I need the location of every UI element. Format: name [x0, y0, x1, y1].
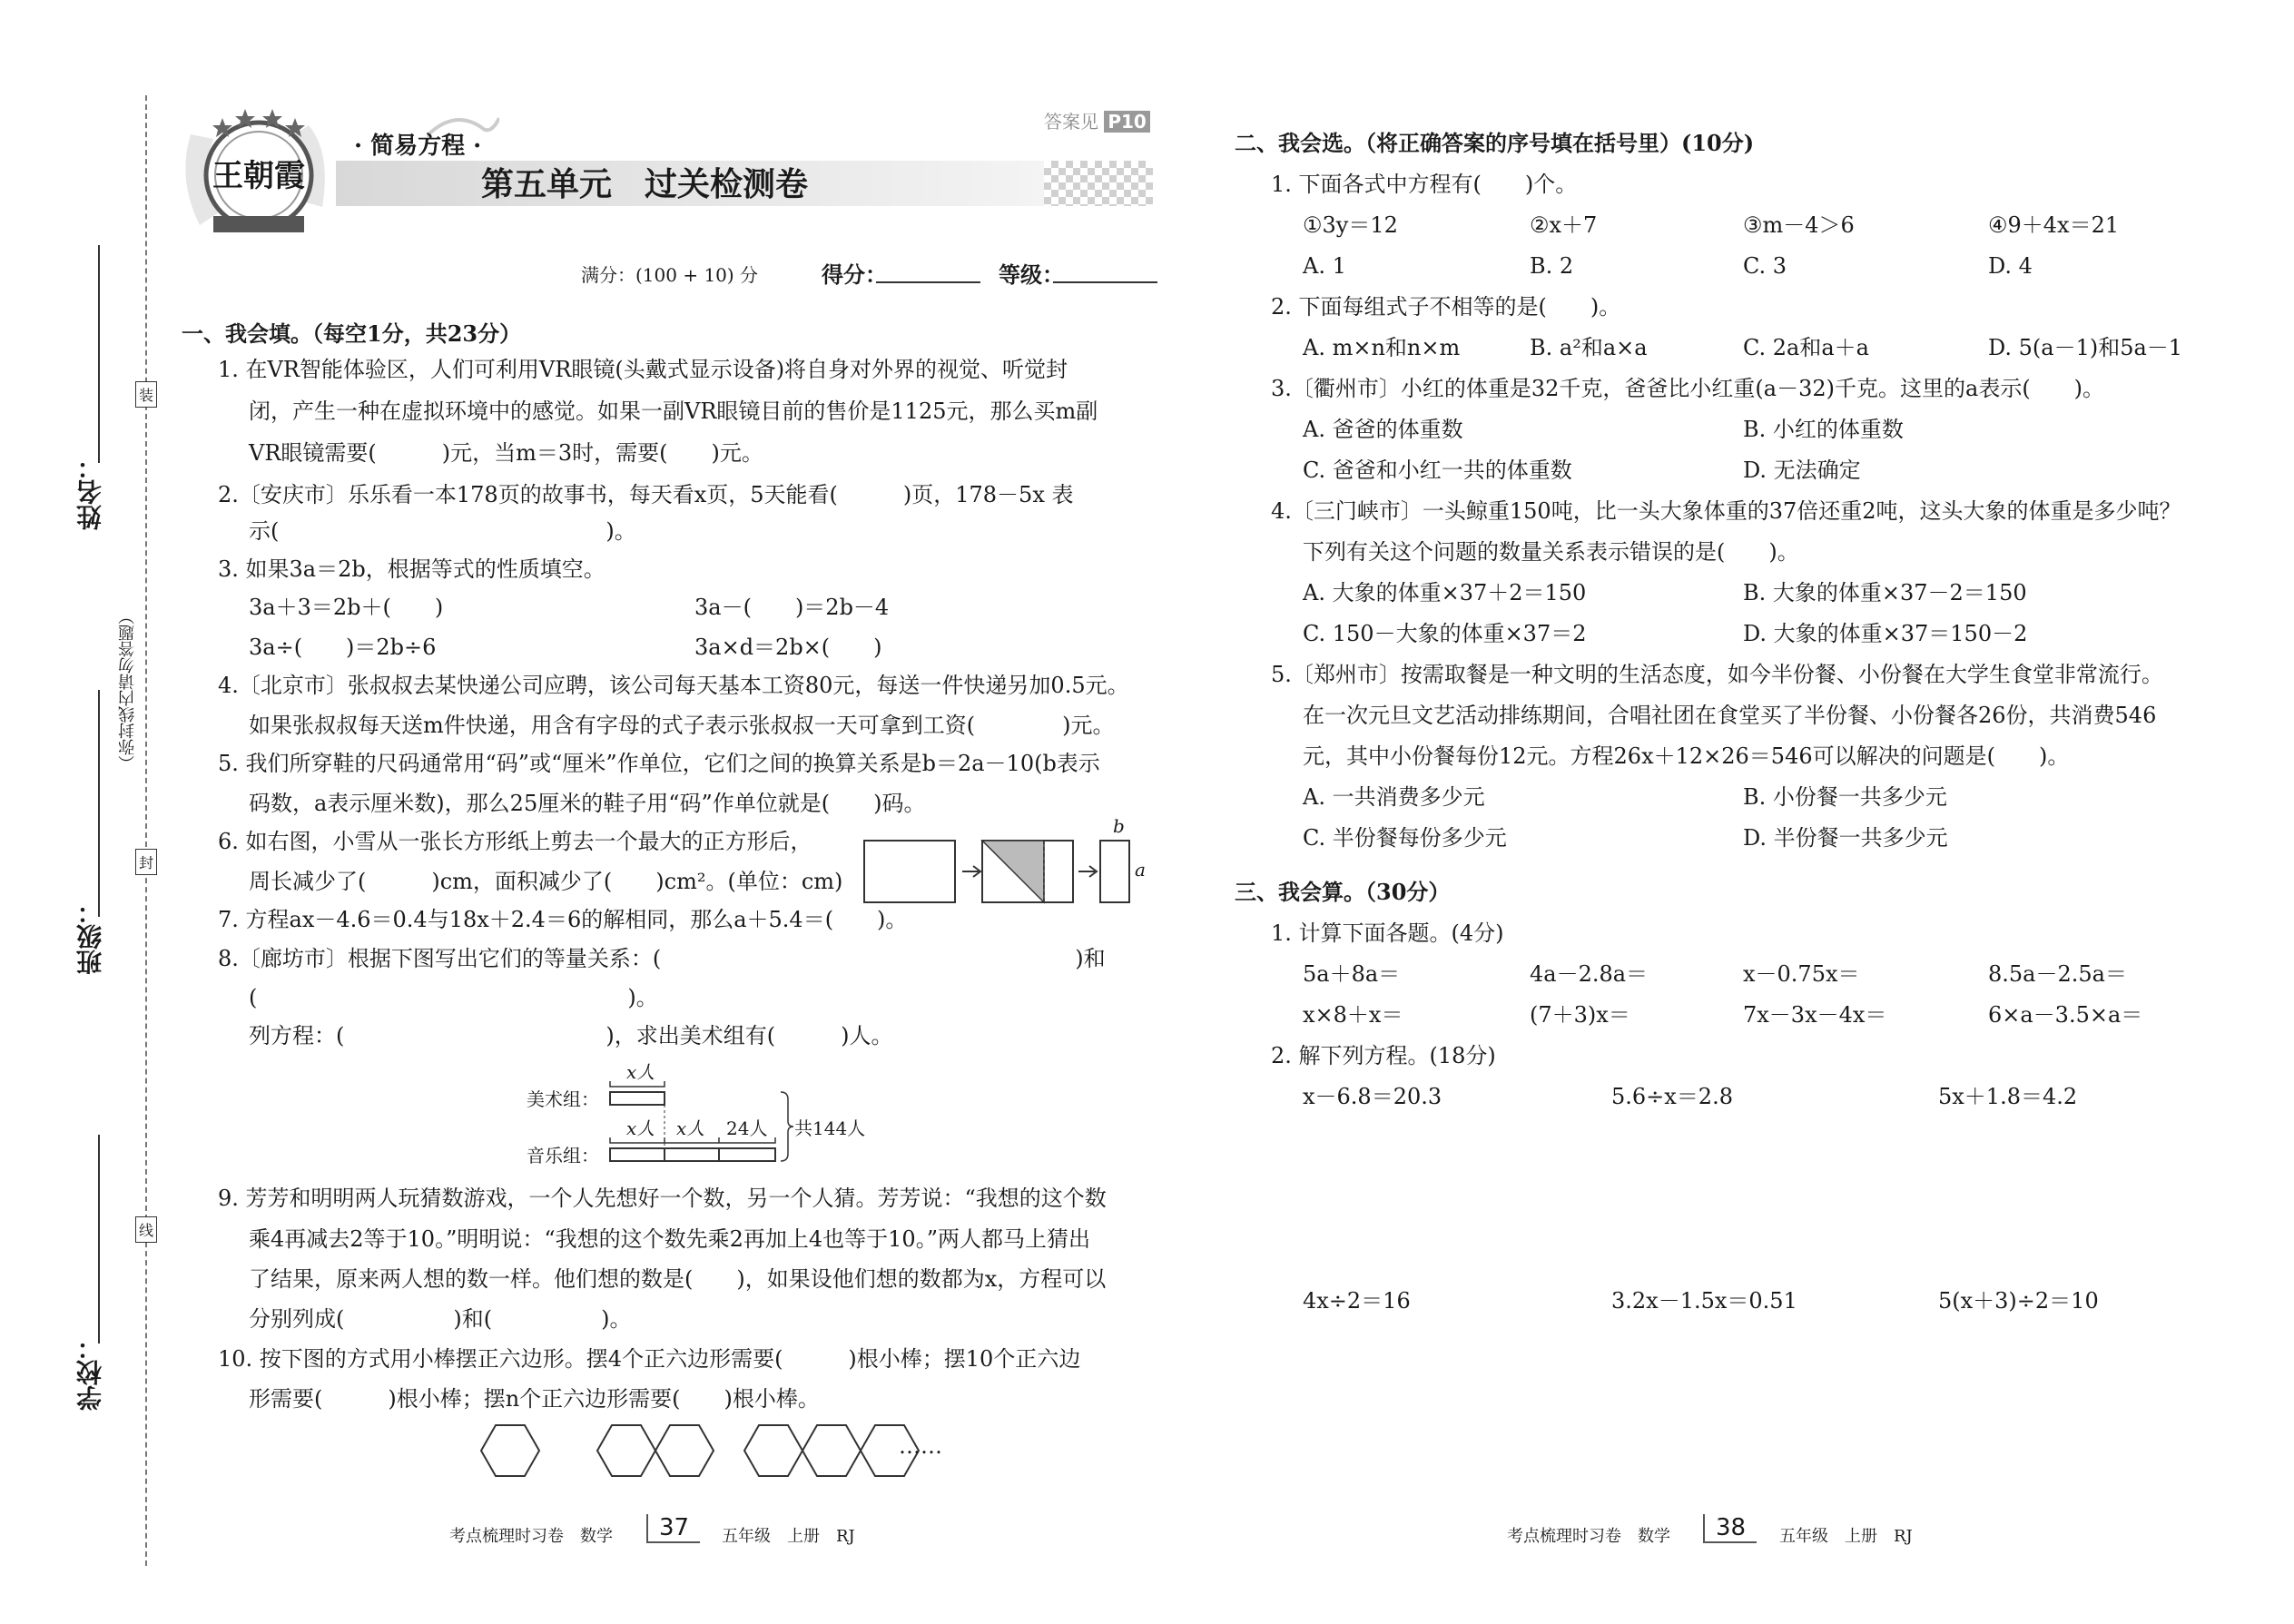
answer-ref-label: 答案见	[1044, 111, 1098, 133]
q6-line1: 6. 如右图，小雪从一张长方形纸上剪去一个最大的正方形后，	[218, 829, 812, 854]
q4-line2: 如果张叔叔每天送m件快递，用含有字母的式子表示张叔叔一天可拿到工资( )元。	[249, 713, 1115, 738]
s2-q5-line3: 元，其中小份餐每份12元。方程26x＋12×26＝546可以解决的问题是( )。	[1303, 743, 2070, 769]
q6-label-a: a	[1135, 859, 1146, 881]
q1-line2: 闭，产生一种在虚拟环境中的感觉。如果一副VR眼镜目前的售价是1125元，那么买m副	[249, 399, 1098, 424]
brand-logo	[172, 98, 336, 234]
q5-line1: 5. 我们所穿鞋的尺码通常用“码”或“厘米”作单位，它们之间的换算关系是b＝2a－10(b表示	[218, 751, 1100, 776]
equation-6: 5(x＋3)÷2＝10	[1938, 1288, 2099, 1314]
q1-line1: 1. 在VR智能体验区，人们可利用VR眼镜(头戴式显示设备)将自身对外界的视觉、听觉封	[218, 357, 1068, 382]
section3-heading: 三、我会算。（30分）	[1235, 879, 1451, 905]
footer-left-grade: 五年级 上册 RJ	[722, 1527, 855, 1546]
name-underline	[98, 245, 100, 463]
school-label: 学校：	[75, 1334, 105, 1411]
equation-3: 5x＋1.8＝4.2	[1938, 1084, 2078, 1109]
score-blank[interactable]	[876, 281, 980, 283]
q8-line2: ( )。	[249, 985, 658, 1010]
s2-q4-optB[interactable]: B. 大象的体重×37－2＝150	[1743, 580, 2027, 605]
full-score: 满分：(100 + 10) 分	[581, 264, 759, 286]
grade-label: 等级：	[999, 261, 1064, 288]
s3-q1: 1. 计算下面各题。(4分)	[1271, 920, 1504, 946]
school-underline	[98, 1135, 100, 1343]
q8-plus24: 24人	[726, 1117, 768, 1139]
s2-q5-optA[interactable]: A. 一共消费多少元	[1303, 784, 1485, 810]
q8-music-x1: x人	[626, 1117, 655, 1139]
q10-ellipsis: ……	[899, 1433, 942, 1459]
q8-figure	[527, 1058, 908, 1176]
q8-art-x: x人	[626, 1061, 655, 1083]
s2-q1: 1. 下面各式中方程有( )个。	[1271, 172, 1578, 197]
s2-q4-optC[interactable]: C. 150－大象的体重×37＝2	[1303, 621, 1587, 646]
seal-mark-xian: 线	[135, 1216, 157, 1243]
q8-art-label: 美术组：	[527, 1088, 599, 1110]
q9-line3: 了结果，原来两人想的数一样。他们想的数是( )，如果设他们想的数都为x，方程可以	[249, 1266, 1107, 1292]
calc-5: x×8＋x＝	[1303, 1002, 1403, 1028]
q1-line3: VR眼镜需要( )元，当m＝3时，需要( )元。	[249, 440, 763, 466]
s2-q3-optC[interactable]: C. 爸爸和小红一共的体重数	[1303, 458, 1572, 483]
seal-note: （弥封线内请勿答题）	[118, 608, 137, 772]
s2-q5-optC[interactable]: C. 半份餐每份多少元	[1303, 825, 1507, 851]
s2-q1-optD[interactable]: D. 4	[1988, 253, 2033, 279]
s2-q1-optA[interactable]: A. 1	[1303, 253, 1346, 279]
q9-line2: 乘4再减去2等于10。”明明说：“我想的这个数先乘2再加上4也等于10。”两人都马上猜出	[249, 1226, 1090, 1252]
s2-q1-expr1: ①3y＝12	[1303, 212, 1398, 238]
q2-line2: 示( )。	[249, 518, 636, 544]
calc-6: (7＋3)x＝	[1530, 1002, 1630, 1028]
q6-figure	[862, 815, 1162, 917]
page-title: 第五单元 过关检测卷	[481, 165, 809, 203]
q9-line1: 9. 芳芳和明明两人玩猜数游戏，一个人先想好一个数，另一个人猜。芳芳说：“我想的这个数	[218, 1186, 1107, 1211]
calc-3: x－0.75x＝	[1743, 961, 1860, 987]
s2-q3-optB[interactable]: B. 小红的体重数	[1743, 417, 1904, 442]
calc-1: 5a＋8a＝	[1303, 961, 1401, 987]
s2-q5-line1: 5.〔郑州市〕按需取餐是一种文明的生活态度，如今半份餐、小份餐在大学生食堂非常流行。	[1271, 662, 2163, 687]
s2-q1-expr3: ③m－4＞6	[1743, 212, 1855, 238]
q7-line: 7. 方程ax－4.6＝0.4与18x＋2.4＝6的解相同，那么a＋5.4＝( )。	[218, 907, 908, 932]
footer-left-series: 考点梳理时习卷 数学	[449, 1527, 613, 1546]
q9-line4: 分别列成( )和( )。	[249, 1306, 632, 1332]
q8-line1: 8.〔廊坊市〕根据下图写出它们的等量关系：( )和	[218, 946, 1106, 971]
q6-line2: 周长减少了( )cm，面积减少了( )cm²。(单位：cm)	[249, 869, 843, 894]
q6-label-b: b	[1113, 815, 1125, 837]
s2-q1-optC[interactable]: C. 3	[1743, 253, 1787, 279]
brand-logo-text: 王朝霞	[212, 158, 305, 194]
cut-line	[145, 95, 147, 1566]
footer-right-page: 38	[1703, 1514, 1757, 1543]
q8-total: 共144人	[794, 1117, 866, 1139]
class-underline	[98, 690, 100, 917]
s2-q3-optA[interactable]: A. 爸爸的体重数	[1303, 417, 1463, 442]
q10-line2: 形需要( )根小棒；摆n个正六边形需要( )根小棒。	[249, 1386, 820, 1412]
section1-heading: 一、我会填。（每空1分，共23分）	[182, 320, 522, 347]
equation-4: 4x÷2＝16	[1303, 1288, 1411, 1314]
answer-ref-page: P10	[1104, 111, 1150, 133]
name-label: 姓名：	[75, 454, 105, 530]
section2-heading: 二、我会选。（将正确答案的序号填在括号里）(10分)	[1235, 130, 1755, 156]
q3-a: 3a＋3＝2b＋( )	[249, 595, 444, 620]
equation-2: 5.6÷x＝2.8	[1611, 1084, 1733, 1109]
s2-q2-optA[interactable]: A. m×n和n×m	[1303, 335, 1461, 360]
s2-q4-optD[interactable]: D. 大象的体重×37＝150－2	[1743, 621, 2028, 646]
footer-right-series: 考点梳理时习卷 数学	[1507, 1527, 1670, 1546]
class-label: 班级：	[75, 899, 105, 975]
s2-q5-optB[interactable]: B. 小份餐一共多少元	[1743, 784, 1947, 810]
s2-q1-expr4: ④9＋4x＝21	[1988, 212, 2120, 238]
q3-line1: 3. 如果3a＝2b，根据等式的性质填空。	[218, 556, 605, 582]
s2-q2-optB[interactable]: B. a²和a×a	[1530, 335, 1648, 360]
s2-q2-optD[interactable]: D. 5(a－1)和5a－1	[1988, 335, 2183, 360]
q5-line2: 码数，a表示厘米数)，那么25厘米的鞋子用“码”作单位就是( )码。	[249, 791, 926, 816]
calc-7: 7x－3x－4x＝	[1743, 1002, 1887, 1028]
grade-blank[interactable]	[1053, 281, 1157, 283]
calc-8: 6×a－3.5×a＝	[1988, 1002, 2143, 1028]
q4-line1: 4.〔北京市〕张叔叔去某快递公司应聘，该公司每天基本工资80元，每送一件快递另加0.5元。	[218, 673, 1129, 698]
s2-q5-optD[interactable]: D. 半份餐一共多少元	[1743, 825, 1948, 851]
calc-2: 4a－2.8a＝	[1530, 961, 1649, 987]
s2-q4-line2: 下列有关这个问题的数量关系表示错误的是( )。	[1303, 539, 1799, 565]
footer-left-page: 37	[646, 1514, 700, 1543]
s2-q3-optD[interactable]: D. 无法确定	[1743, 458, 1861, 483]
s2-q3: 3.〔衢州市〕小红的体重是32千克，爸爸比小红重(a－32)千克。这里的a表示( )。	[1271, 376, 2105, 401]
equation-1: x－6.8＝20.3	[1303, 1084, 1442, 1109]
seal-mark-zhuang: 装	[135, 381, 157, 408]
s2-q4-line1: 4.〔三门峡市〕一头鲸重150吨，比一头大象体重的37倍还重2吨，这头大象的体重是多少吨？	[1271, 498, 2181, 524]
score-label: 得分：	[822, 261, 887, 288]
q8-music-label: 音乐组：	[527, 1145, 599, 1166]
topic-label: · 简易方程 ·	[354, 133, 482, 160]
q3-d: 3a×d＝2b×( )	[694, 635, 882, 660]
q2-line1: 2.〔安庆市〕乐乐看一本178页的故事书，每天看x页，5天能看( )页，178－5x 表	[218, 482, 1074, 507]
s2-q2: 2. 下面每组式子不相等的是( )。	[1271, 294, 1621, 320]
s3-q2: 2. 解下列方程。(18分)	[1271, 1043, 1496, 1068]
title-band-checker	[1044, 161, 1153, 206]
seal-mark-feng: 封	[135, 849, 157, 875]
s2-q4-optA[interactable]: A. 大象的体重×37＋2＝150	[1303, 580, 1587, 605]
q10-hexagon-figure	[468, 1421, 921, 1484]
calc-4: 8.5a－2.5a＝	[1988, 961, 2127, 987]
q3-b: 3a－( )＝2b－4	[694, 595, 890, 620]
equation-5: 3.2x－1.5x＝0.51	[1611, 1288, 1797, 1314]
answer-ref	[1044, 107, 1150, 133]
q8-music-x2: x人	[676, 1117, 705, 1139]
s2-q1-optB[interactable]: B. 2	[1530, 253, 1574, 279]
q3-c: 3a÷( )＝2b÷6	[249, 635, 437, 660]
q8-line3: 列方程：( )，求出美术组有( )人。	[249, 1023, 893, 1048]
q10-line1: 10. 按下图的方式用小棒摆正六边形。摆4个正六边形需要( )根小棒；摆10个正六边	[218, 1346, 1081, 1372]
s2-q2-optC[interactable]: C. 2a和a＋a	[1743, 335, 1869, 360]
footer-right-grade: 五年级 上册 RJ	[1779, 1527, 1913, 1546]
s2-q1-expr2: ②x＋7	[1530, 212, 1598, 238]
s2-q5-line2: 在一次元旦文艺活动排练期间，合唱社团在食堂买了半份餐、小份餐各26份，共消费546	[1303, 703, 2157, 728]
